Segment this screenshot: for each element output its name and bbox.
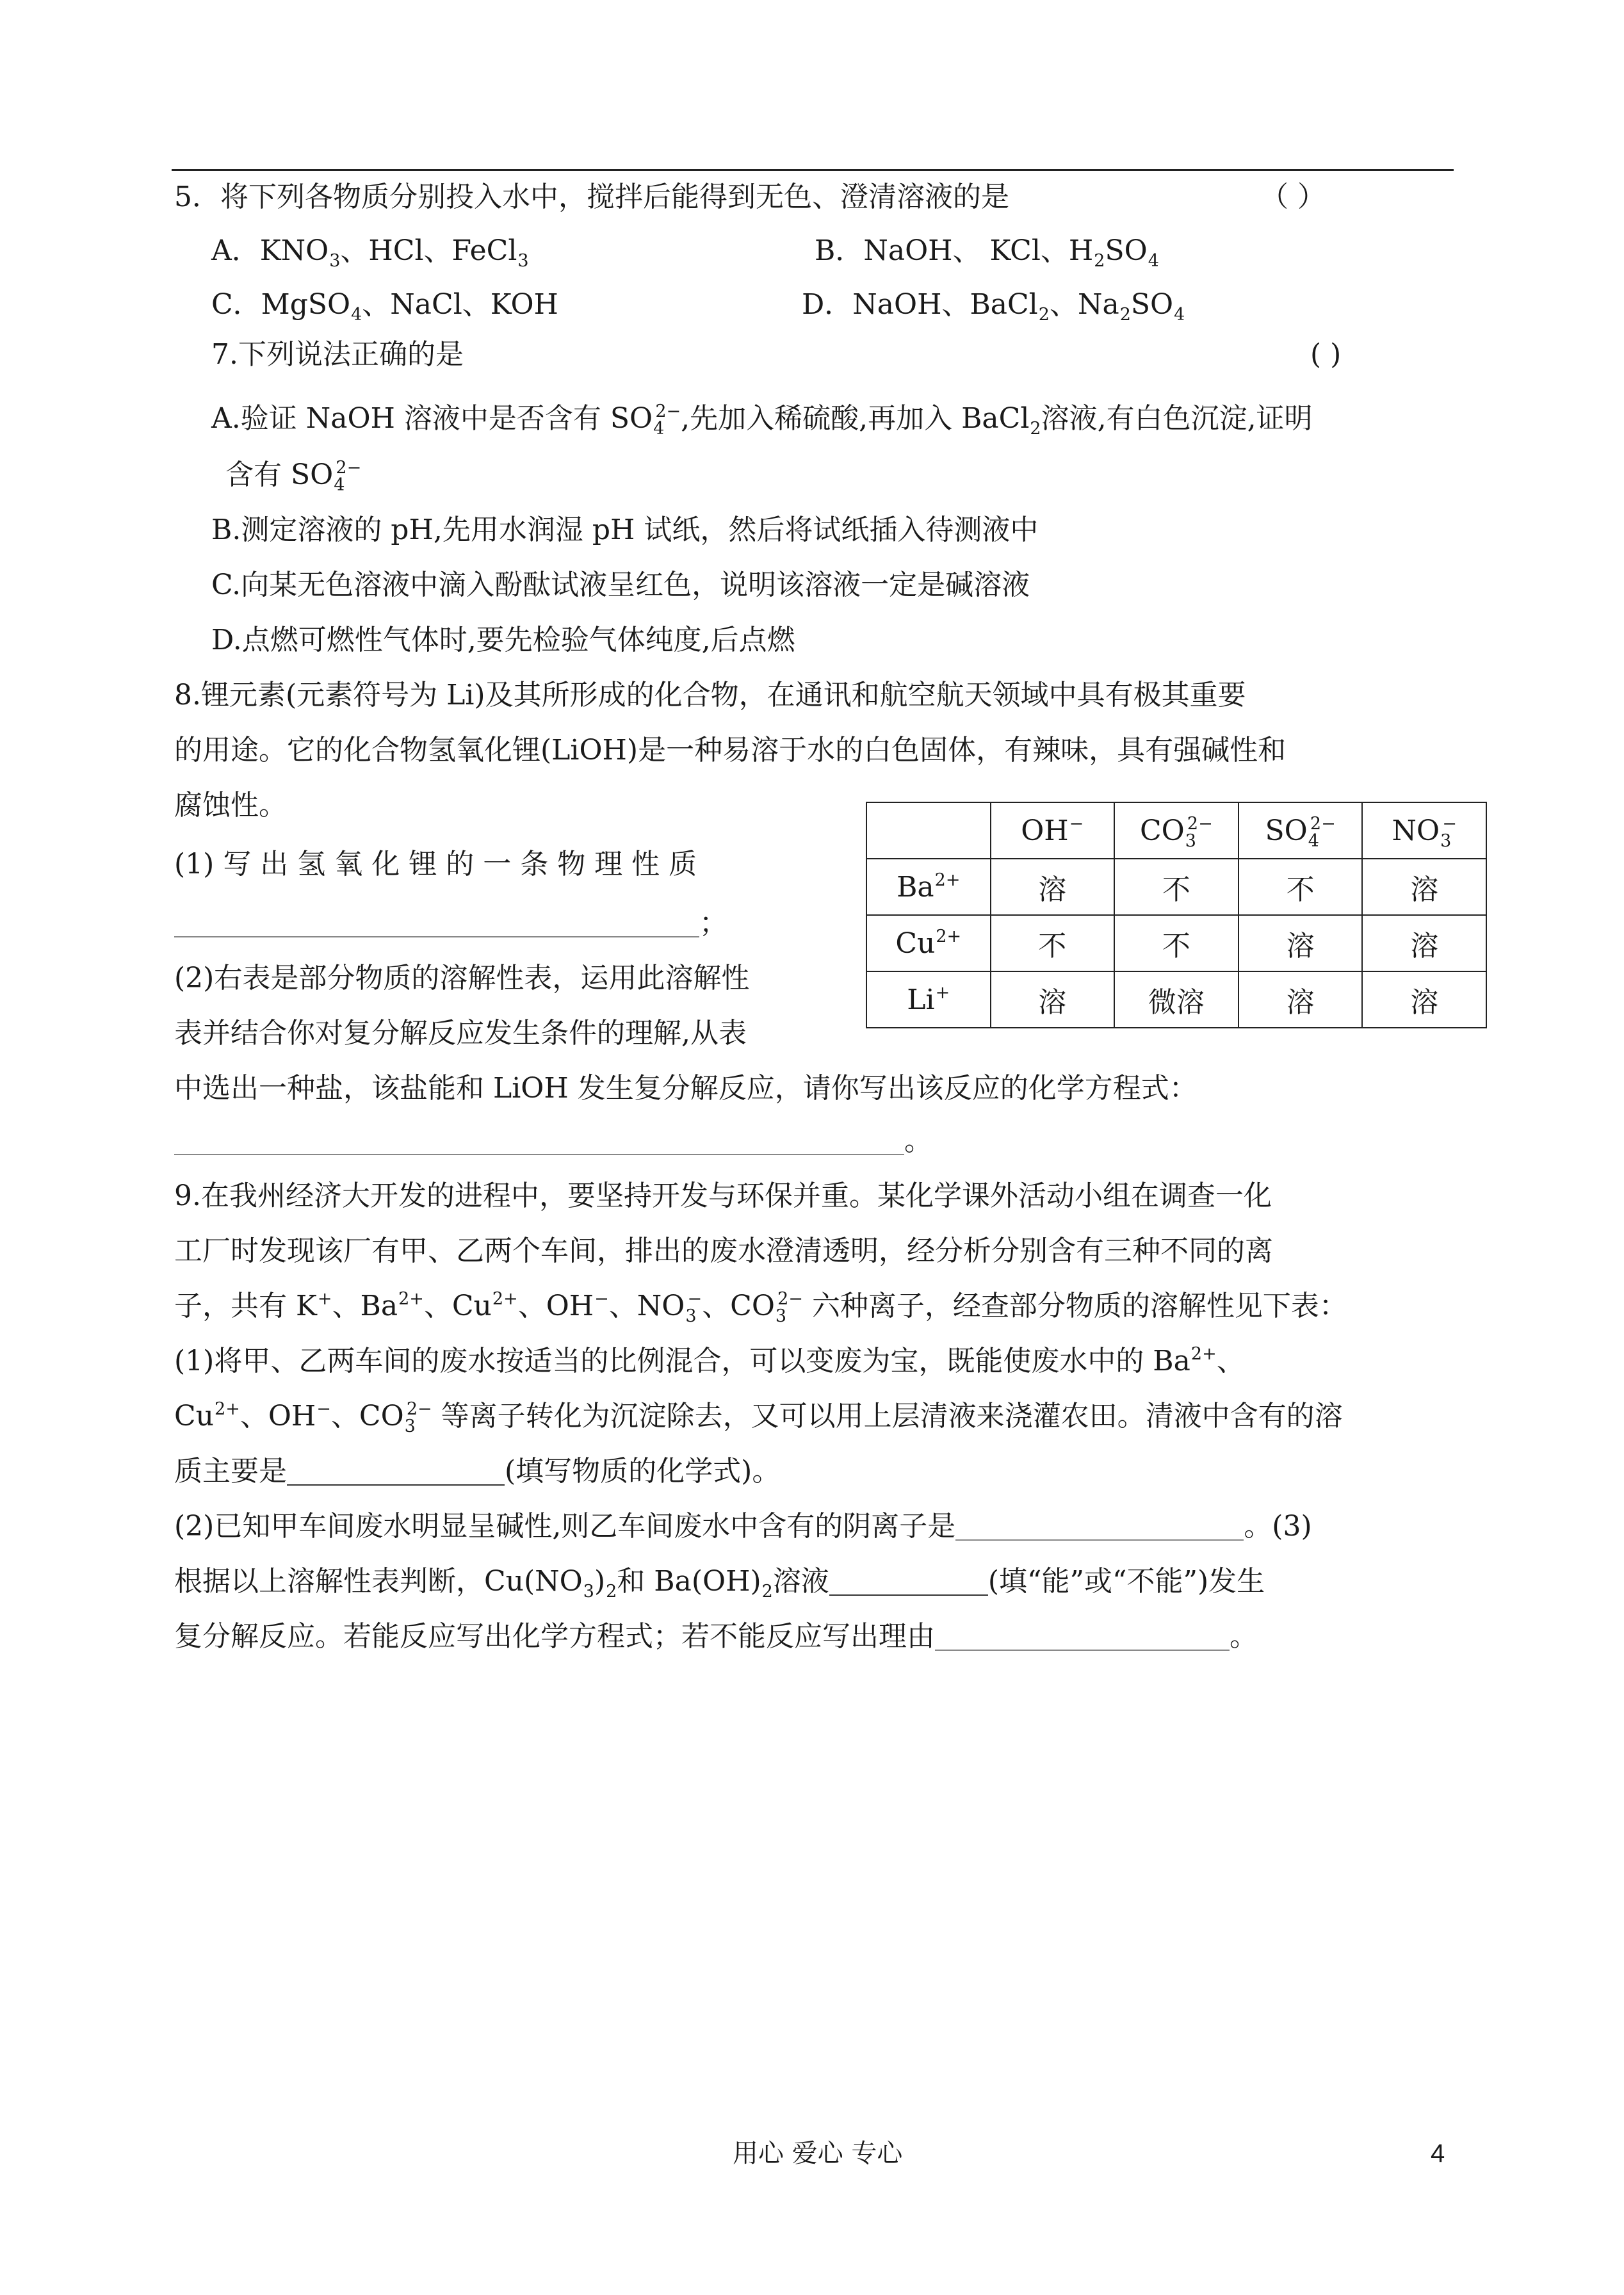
table-header-no3: $NO_3^-$	[1362, 802, 1486, 859]
q9-part2-answer-blank[interactable]	[955, 1511, 1244, 1541]
solubility-table	[866, 802, 1487, 1028]
table-corner-cell	[866, 802, 991, 859]
q9-stem-line2: 工厂时发现该厂有甲、乙两个车间，排出的废水澄清透明，经分析分别含有三种不同的离	[174, 1235, 1273, 1267]
q8-part1-answer-blank[interactable]	[174, 908, 699, 937]
table-header-co3: $CO_3^{2-}$	[1114, 802, 1238, 859]
table-header-so4: $SO_4^{2-}$	[1238, 802, 1363, 859]
q7-option-d: D.点燃可燃性气体时,要先检验气体纯度,后点燃	[211, 624, 795, 656]
table-row-ion: Li+	[866, 971, 991, 1028]
q5-stem: 5．将下列各物质分别投入水中，搅拌后能得到无色、澄清溶液的是	[174, 181, 1009, 213]
table-cell: 不	[1238, 859, 1363, 915]
table-cell: 溶	[991, 971, 1114, 1028]
q8-stem-line3: 腐蚀性。	[174, 789, 287, 822]
table-header-row	[866, 802, 1486, 859]
q9-part1-line3: 质主要是 (填写物质的化学式)。	[174, 1455, 781, 1488]
table-row	[866, 859, 1486, 915]
header-rule	[172, 169, 1454, 171]
q9-part1-line2: $Cu^{2+}$、OH−、$CO_3^{2-}$ 等离子转化为沉淀除去，又可以用上层清液来浇灌农田。清液中含有的溶	[174, 1399, 1343, 1436]
q8-stem-line2: 的用途。它的化合物氢氧化锂(LiOH)是一种易溶于水的白色固体，有辣味，具有强碱性和	[174, 734, 1287, 766]
table-cell: 溶	[1362, 971, 1486, 1028]
table-cell: 不	[1114, 915, 1238, 971]
table-header-oh: OH−	[991, 802, 1114, 859]
q5-option-a: A．$KNO_3$、HCl、FeCl$_3$	[211, 234, 529, 271]
q5-option-b: B．NaOH、 KCl、$H_2SO_4$	[815, 234, 1159, 271]
q8-part2-answer-blank[interactable]	[174, 1126, 904, 1155]
q8-part2-line1: (2)右表是部分物质的溶解性表，运用此溶解性	[174, 962, 750, 994]
q9-part3-answer-blank[interactable]	[829, 1566, 988, 1596]
q8-part1-line2: ；	[174, 904, 727, 943]
q9-stem-line3: 子，共有 K+、$Ba^{2+}$、$Cu^{2+}$、OH−、$NO_3^-$、$CO_3^{2-}$ 六种离子，经查部分物质的溶解性见下表：	[174, 1289, 1347, 1326]
q8-part1-line1: (1) 写 出 氢 氧 化 锂 的 一 条 物 理 性 质	[174, 848, 697, 880]
table-cell: 溶	[1238, 971, 1363, 1028]
table-cell: 微溶	[1114, 971, 1238, 1028]
table-row-ion: $Cu^{2+}$	[866, 915, 991, 971]
q8-part2-line4: 。	[174, 1122, 932, 1160]
table-cell: 溶	[1362, 915, 1486, 971]
q7-stem: 7.下列说法正确的是	[211, 338, 464, 371]
page-number: 4	[1431, 2139, 1445, 2168]
q5-option-d: D．NaOH、BaCl$_2$、$Na_2SO_4$	[802, 288, 1185, 325]
q5-answer-paren: （ ）	[1260, 181, 1326, 213]
table-row-ion: $Ba^{2+}$	[866, 859, 991, 915]
q7-option-a-line2: 含有 $SO_4^{2-}$	[225, 458, 362, 495]
q8-part2-line2: 表并结合你对复分解反应发生条件的理解,从表	[174, 1017, 747, 1050]
table-cell: 溶	[991, 859, 1114, 915]
q5-option-c: C．MgSO$_4$、NaCl、KOH	[211, 288, 558, 325]
q7-option-a-line1: A.验证 NaOH 溶液中是否含有 $SO_4^{2-}$,先加入稀硫酸,再加入 BaCl$_2$溶液,有白色沉淀,证明	[211, 401, 1313, 439]
table-cell: 溶	[1238, 915, 1363, 971]
table-cell: 不	[1114, 859, 1238, 915]
q9-part2-line1: (2)已知甲车间废水明显呈碱性,则乙车间废水中含有的阴离子是 。(3)	[174, 1510, 1312, 1543]
q9-part3-line1: 根据以上溶解性表判断，$Cu(NO_3)_2$和 $Ba(OH)_2$溶液 (填“能”或“不能”)发生	[174, 1565, 1265, 1602]
q7-answer-paren: ( )	[1310, 338, 1342, 371]
q9-part1-line1: (1)将甲、乙两车间的废水按适当的比例混合，可以变废为宝，既能使废水中的 $Ba^{2+}$、	[174, 1344, 1245, 1377]
table-cell: 不	[991, 915, 1114, 971]
table-row	[866, 915, 1486, 971]
q7-option-c: C.向某无色溶液中滴入酚酞试液呈红色，说明该溶液一定是碱溶液	[211, 569, 1030, 601]
page-footer-motto: 用心 爱心 专心	[733, 2139, 903, 2168]
q9-part3-line2: 复分解反应。若能反应写出化学方程式；若不能反应写出理由 。	[174, 1620, 1258, 1653]
table-cell: 溶	[1362, 859, 1486, 915]
q8-part2-line3: 中选出一种盐，该盐能和 LiOH 发生复分解反应，请你写出该反应的化学方程式：	[174, 1072, 1198, 1105]
q9-part1-answer-blank[interactable]	[287, 1456, 505, 1486]
q8-stem-line1: 8.锂元素(元素符号为 Li)及其所形成的化合物，在通讯和航空航天领域中具有极其重要	[174, 679, 1246, 711]
q7-option-b: B.测定溶液的 pH,先用水润湿 pH 试纸，然后将试纸插入待测液中	[211, 514, 1039, 546]
q9-reason-answer-blank[interactable]	[935, 1621, 1230, 1651]
table-row	[866, 971, 1486, 1028]
q9-stem-line1: 9.在我州经济大开发的进程中，要坚持开发与环保并重。某化学课外活动小组在调查一化	[174, 1180, 1272, 1212]
